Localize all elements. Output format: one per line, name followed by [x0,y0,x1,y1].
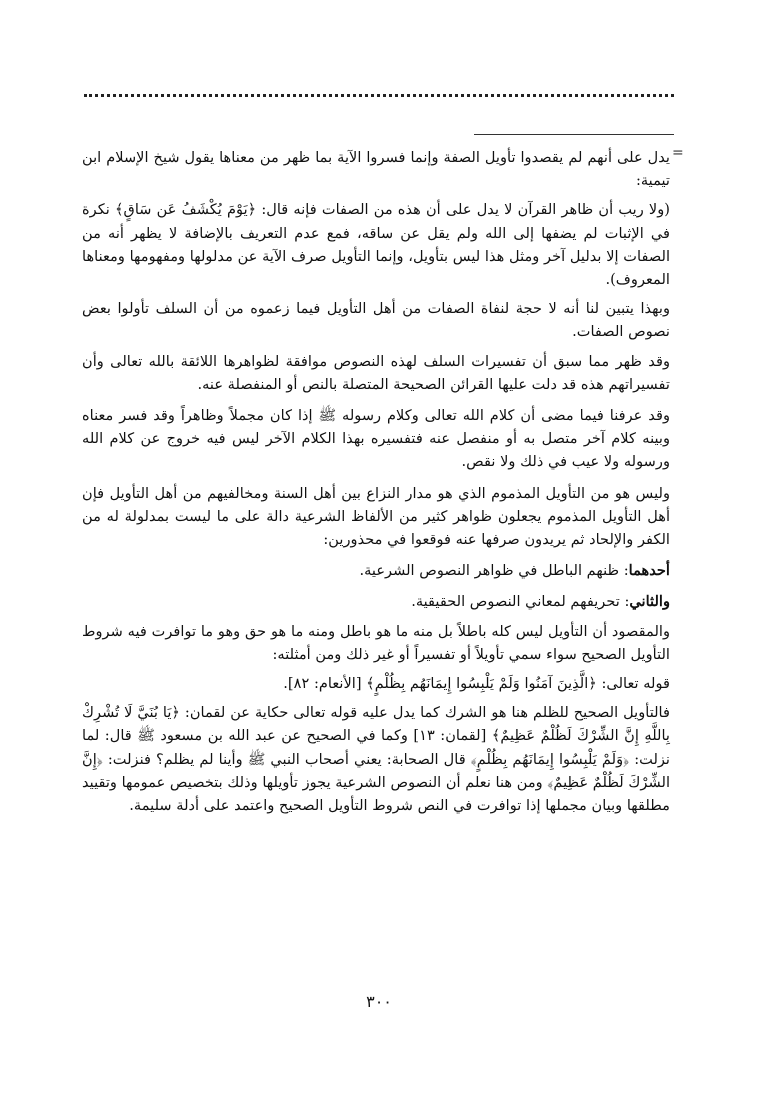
point-first-text: : ظنهم الباطل في ظواهر النصوص الشرعية. [359,562,629,580]
point-second-text: : تحريفهم لمعاني النصوص الحقيقية. [411,593,630,611]
page-number: ٣٠٠ [366,992,392,1011]
footnote-continuation-mark: = [672,145,684,161]
header-dotted-rule [84,94,674,97]
verse-anam: قوله تعالى: ﴿الَّذِينَ آمَنُوا وَلَمْ يَلْبِسُوا إِيمَانَهُم بِظُلْمٍ﴾ [الأنعام: ٨٢]. [283,675,670,693]
footnote-separator-rule [474,134,674,135]
paragraph-6: وليس هو من التأويل المذموم الذي هو مدار النزاع بين أهل السنة ومخالفيهم من أهل التأويل فإن أهل التأويل المذموم يجعلون ظواهر كثير من الألفاظ الشرعية دالة على ما ليست بمدلولة له من الكفر والإلحاد ثم يريدون صرفها عنه فوقعوا في محذورين: [82,484,670,549]
point-second-label: والثاني [629,593,670,611]
point-first [82,559,670,582]
point-first-label: أحدهما [628,562,670,580]
paragraph-4: وقد ظهر مما سبق أن تفسيرات السلف لهذه النصوص موافقة لظواهرها اللائقة بالله تعالى وأن تفسيراتهم هذه قد دلت عليها القرائن الصحيحة المتصلة بالنص أو المنفصلة عنه. [82,352,670,393]
paragraph-5: وقد عرفنا فيما مضى أن كلام الله تعالى وكلام رسوله ﷺ إذا كان مجملاً وظاهراً وقد فسر معناه وبينه كلام آخر متصل به أو منفصل عنه فتفسيره بهذا الكلام الآخر ليس فيه خروج عن كلام الله ورسوله ولا عيب في ذلك ولا نقص. [82,407,670,471]
paragraph-8: فالتأويل الصحيح للظلم هنا هو الشرك كما يدل عليه قوله تعالى حكاية عن لقمان: ﴿يَا بُنَيَّ لَا تُشْرِكْ بِاللَّهِ إِنَّ الشِّرْكَ لَظُلْمٌ عَظِيمٌ﴾ [لقمان: ١٣] وكما في الصحيح عن عبد الله بن مسعود ﷺ قال: لما نزلت: ﴿وَلَمْ يَلْبِسُوا إِيمَانَهُم بِظُلْمٍ﴾ قال الصحابة: يعني أصحاب النبي ﷺ وأينا لم يظلم؟ فنزلت: ﴿إِنَّ الشِّرْكَ لَظُلْمٌ عَظِيمٌ﴾ ومن هنا نعلم أن النصوص الشرعية يجوز تأويلها وذلك بتخصيص عمومها وتقييد مطلقها وبيان مجملها إذا توافرت في النص شروط التأويل الصحيح واعتمد على أدلة سليمة. [82,704,670,815]
paragraph-7: والمقصود أن التأويل ليس كله باطلاً بل منه ما هو باطل ومنه ما هو حق وهو ما توافرت فيه شروط التأويل الصحيح سواء سمي تأويلاً أو تفسيراً أو غير ذلك ومن أمثلته: [82,622,670,663]
page-body [82,146,670,823]
quote-ibn-taymiyyah: (ولا ريب أن ظاهر القرآن لا يدل على أن هذه من الصفات فإنه قال: ﴿يَوْمَ يُكْشَفُ عَن سَاقٍ﴾ نكرة في الإثبات لم يضفها إلى الله ولم يقل عن ساقه، فمع عدم التعريف بالإضافة لا يظهر أنه من الصفات إلا بدليل آخر ومثل هذا ليس بتأويل، وإنما التأويل صرف الآية عن مدلولها ومفهومها ومعناها المعروف). [82,201,670,289]
point-second [82,590,670,613]
paragraph-1: يدل على أنهم لم يقصدوا تأويل الصفة وإنما فسروا الآية بما ظهر من معناها يقول شيخ الإسلام ابن تيمية: [82,149,670,190]
paragraph-3: وبهذا يتبين لنا أنه لا حجة لنفاة الصفات من أهل التأويل فيما زعموه من أن السلف تأولوا بعض نصوص الصفات. [82,300,670,341]
